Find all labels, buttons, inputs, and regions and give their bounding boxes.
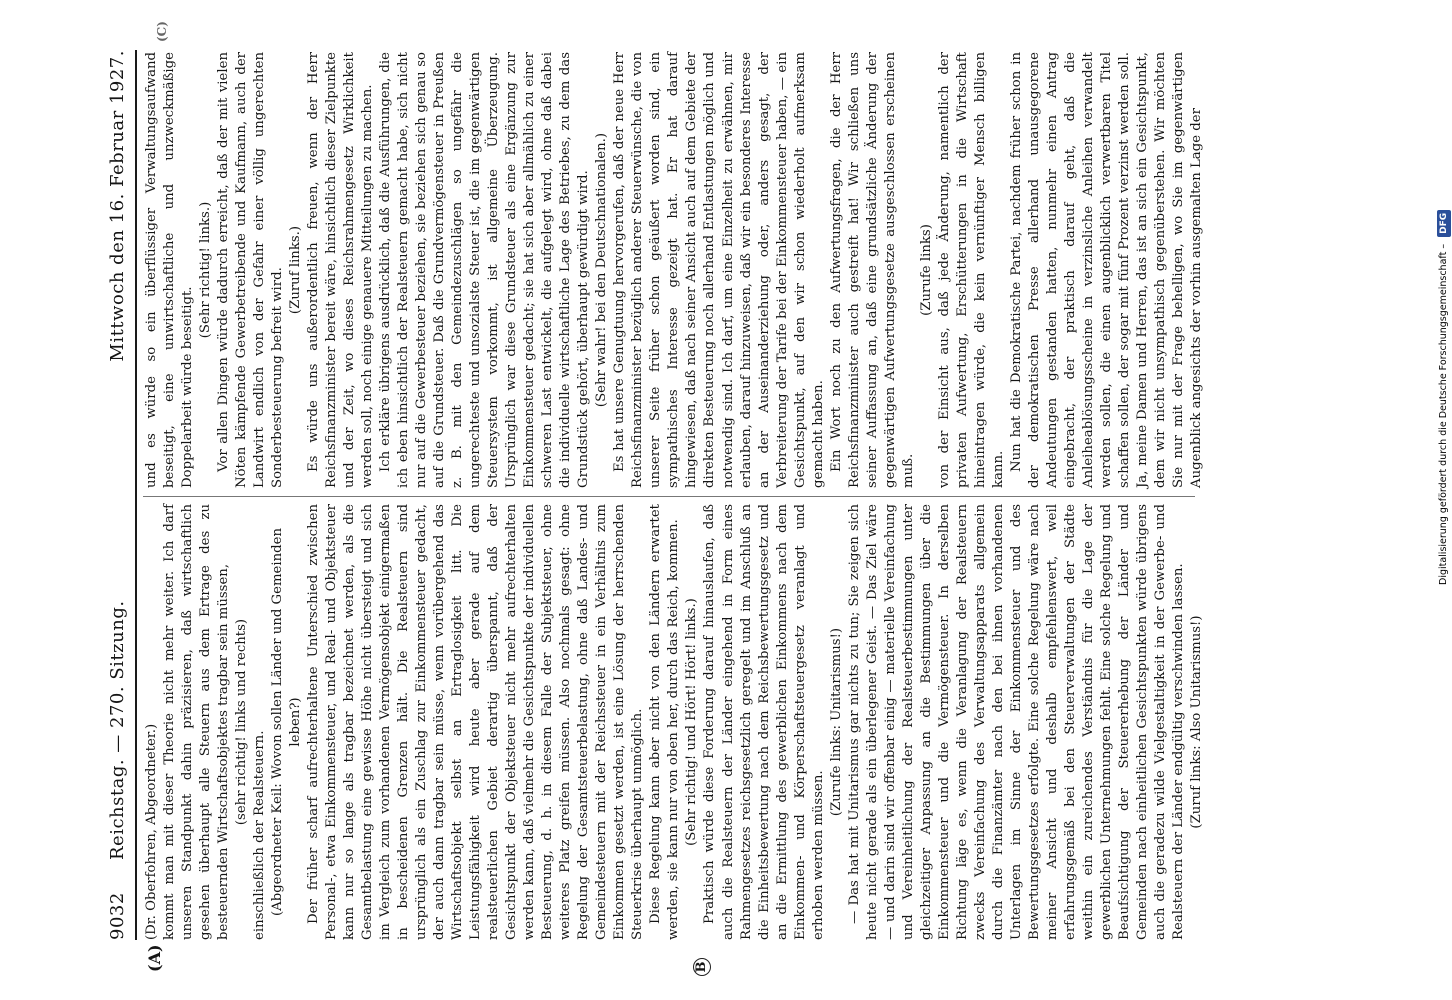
paragraph: Der früher scharf aufrechterhaltene Unterschied zwischen Personal-, etwa Einkommensteuer, und Real- und Objektsteuer kann nur so lange als tragbar bezeichnet werden, als die Gesamtbelastung eine gewisse Höhe nicht übersteigt und sich im Vergleich zum vorhandenen Vermögensobjekt einigermaßen in bescheidenen Grenzen hält. Die Realsteuern sind ursprünglich als ein Zuschlag zur Einkommensteuer gedacht, der auch dann tragbar sein müsse, wenn vorübergehend das Wirtschaftsobjekt selbst an Ertraglosigkeit litt. Die Leistungsfähigkeit wird heute aber gerade auf dem realsteuerlichen Gebiet derartig überspannt, daß der Gesichtspunkt der Objektsteuer nicht mehr aufrechterhalten werden kann, daß vielmehr die Gesichtspunkte der individuellen Besteuerung, d. h. in diesem Falle der Subjektsteuer, ohne weiteres Platz greifen müssen. Also nochmals gesagt: ohne Regelung der Gesamtsteuerbelastung, ohne daß Landes- und Gemeindesteuern mit der Reichssteuer in ein Verhältnis zum Einkommen gesetzt werden, ist eine Lösung der herrschenden Steuerkrise überhaupt unmöglich.: [306, 504, 646, 940]
column-divider: [143, 496, 1195, 497]
session-date: Mittwoch den 16. Februar 1927.: [107, 50, 128, 362]
paragraph: Diese Regelung kann aber nicht von den Ländern erwartet werden, sie kann nur von oben her, durch das Reich, kommen.: [648, 504, 682, 940]
paragraph: von der Einsicht aus, daß jede Änderung, namentlich der privaten Aufwertung, Erschütterungen in die Wirtschaft hineintragen würde, die kein vernünftiger Mensch billigen kann.: [936, 52, 1006, 488]
margin-marker-b: B: [693, 958, 711, 976]
paragraph: Nun hat die Demokratische Partei, nachdem früher schon in der demokratischen Presse allerhand unausgegorene Andeutungen gestanden hatten, nunmehr einen Antrag eingebracht, der praktisch darauf geht, daß die Anleiheablösungsscheine in verzinsliche Anleihen verwandelt werden sollen, die einen augenblicklich verwertbaren Titel schaffen sollen, der sogar mit fünf Prozent verzinst werden soll. Ja, meine Damen und Herren, das ist an sich ein Gesichtspunkt, dem wir nicht unsympathisch gegenüberstehen. Wir möchten Sie nur mit der Frage behelligen, wo Sie im gegenwärtigen Augenblick angesichts der vorhin ausgemalten Lage der: [1008, 52, 1204, 488]
interjection: (Zurufe links: Unitarismus!): [828, 627, 844, 817]
interjection: (Zuruf links.): [288, 225, 304, 315]
interjection: (sehr richtig! links und rechts): [234, 618, 250, 826]
paragraph: Ich erkläre übrigens ausdrücklich, daß die Ausführungen, die ich eben hinsichtlich der Realsteuern gemacht habe, sich nicht nur auf die Gewerbesteuer beziehen, sie beziehen sich genau so auf die Grundsteuer. Daß die Grundvermögensteuer in Preußen z. B. mit den Gemeindezuschlägen so ungefähr die ungerechteste und unsozialste Steuer ist, die im gegenwärtigen Steuersystem vorkommt, ist allgemeine Überzeugung. Ursprünglich war diese Grundsteuer als eine Ergänzung zur Einkommensteuer gedacht; sie hat sich aber allmählich zu einer schweren Last entwickelt, die aufgelegt wird, ohne daß dabei die individuelle wirtschaftliche Lage des Betriebes, zu dem das Grundstück gehört, überhaupt gewürdigt wird.: [378, 52, 592, 488]
interjection: (Sehr wahr! bei den Deutschnationalen.): [594, 132, 610, 408]
paragraph: Ein Wort noch zu den Aufwertungsfragen, die der Herr Reichsfinanzminister auch gestreift hat! Wir schließen uns seiner Auffassung an, daß eine grundsätzliche Änderung der gegenwärtigen Aufwertungsgesetze ausgeschlossen erscheinen muß.: [828, 52, 916, 488]
interjection: (Sehr richtig! links.): [198, 201, 214, 339]
right-column: [143, 52, 1205, 488]
scanned-page: [105, 21, 1205, 973]
paragraph: kommt man mit dieser Theorie nicht mehr weiter. Ich darf unseren Standpunkt dahin präzisieren, daß wirtschaftlich gesehen überhaupt alle Steuern aus dem Ertrage des zu besteuernden Wirtschaftsobjektes tragbar sein müssen,: [162, 504, 232, 940]
interjection: (Sehr richtig! und Hört! Hört! links.): [684, 598, 700, 846]
paragraph: Es hat unsere Genugtuung hervorgerufen, daß der neue Herr Reichsfinanzminister bezüglich anderer Steuerwünsche, die von unserer Seite früher schon geäußert worden sind, ein sympathisches Interesse gezeigt hat. Er hat darauf hingewiesen, daß nach seiner Ansicht auch auf dem Gebiete der direkten Besteuerung noch allerhand Entlastungen möglich und notwendig sind. Ich darf, um eine Einzelheit zu erwähnen, mir erlauben, darauf hinzuweisen, daß wir ein besonderes Interesse an der Auseinanderziehung oder, anders gesagt, der Verbreiterung der Tarife bei der Einkommensteuer haben, — ein Gesichtspunkt, auf den wir schon wiederholt aufmerksam gemacht haben.: [612, 52, 826, 488]
paragraph: Es würde uns außerordentlich freuen, wenn der Herr Reichsfinanzminister bereit wäre, hinsichtlich dieser Zielpunkte und der Zeit, wo dieses Reichsrahmengesetz Wirklichkeit werden soll, noch einige genauere Mitteilungen zu machen.: [306, 52, 376, 488]
paragraph: und es würde so ein überflüssiger Verwaltungsaufwand beseitigt, eine unwirtschaftliche und unzweckmäßige Doppelarbeit würde beseitigt.: [144, 52, 196, 488]
interjection: (Abgeordneter Keil: Wovon sollen Länder und Gemeinden leben?): [270, 527, 304, 917]
dfg-logo: DFG: [1437, 210, 1451, 237]
speaker-line: (Dr. Oberfohren, Abgeordneter.): [144, 723, 159, 940]
header-rule: [135, 50, 137, 940]
margin-marker-c: (C): [155, 21, 169, 42]
page-header: [105, 50, 133, 940]
paragraph: Vor allen Dingen würde dadurch erreicht, daß der mit vielen Nöten kämpfende Gewerbetreibende und Kaufmann, auch der Landwirt endlich von der Gefahr einer völlig ungerechten Sonderbesteuerung befreit wird.: [216, 52, 286, 488]
interjection: (Zurufe links): [918, 224, 934, 316]
session-title: Reichstag. — 270. Sitzung.: [107, 600, 128, 860]
interjection: (Zuruf links: Also Unitarismus!): [1188, 615, 1204, 829]
page-number: 9032: [107, 892, 128, 940]
paragraph: einschließlich der Realsteuern.: [252, 730, 268, 940]
margin-marker-a: (A): [145, 944, 164, 972]
paragraph: — Das hat mit Unitarismus gar nichts zu tun; Sie zeigen sich heute nicht gerade als ein überlegener Geist. — Das Ziel wäre — und darin sind wir offenbar einig — materielle Vereinfachung und Vereinheitlichung der Realsteuerbestimmungen unter gleichzeitiger Anpassung an die Bestimmungen über die Einkommensteuer und die Vermögensteuer. In derselben Richtung läge es, wenn die Veranlagung der Realsteuern zwecks Vereinfachung des Verwaltungsapparats allgemein durch die Finanzämter nach den bei ihnen vorhandenen Unterlagen im Sinne der Einkommensteuer und des Bewertungsgesetzes erfolgte. Eine solche Regelung wäre nach meiner Ansicht und deshalb empfehlenswert, weil erfahrungsgemäß bei den Steuerverwaltungen der Städte weithin ein zureichendes Verständnis für die Lage der gewerblichen Unternehmungen fehlt. Eine solche Regelung und Beaufsichtigung der Steuererhebung der Länder und Gemeinden nach einheitlichen Gesichtspunkten würde übrigens auch die geradezu wilde Vielgestaltigkeit in der Gewerbe- und Realsteuern der Länder endgültig verschwinden lassen.: [846, 504, 1186, 940]
left-column: [143, 504, 1205, 940]
paragraph: Praktisch würde diese Forderung darauf hinauslaufen, daß auch die Realsteuern der Länder eingehend in Form eines Rahmengesetzes reichsgesetzlich geregelt und im Anschluß an die Einheitsbewertung nach dem Reichsbewertungsgesetz und an die Ermittlung des gewerblichen Einkommens nach dem Einkommen- und Körperschaftsteuergesetz veranlagt und erhoben werden müssen.: [702, 504, 826, 940]
digitization-note-text: Digitalisierung gefördert durch die Deutsche Forschungsgemeinschaft –: [1438, 243, 1449, 585]
digitization-note: [1422, 10, 1449, 970]
